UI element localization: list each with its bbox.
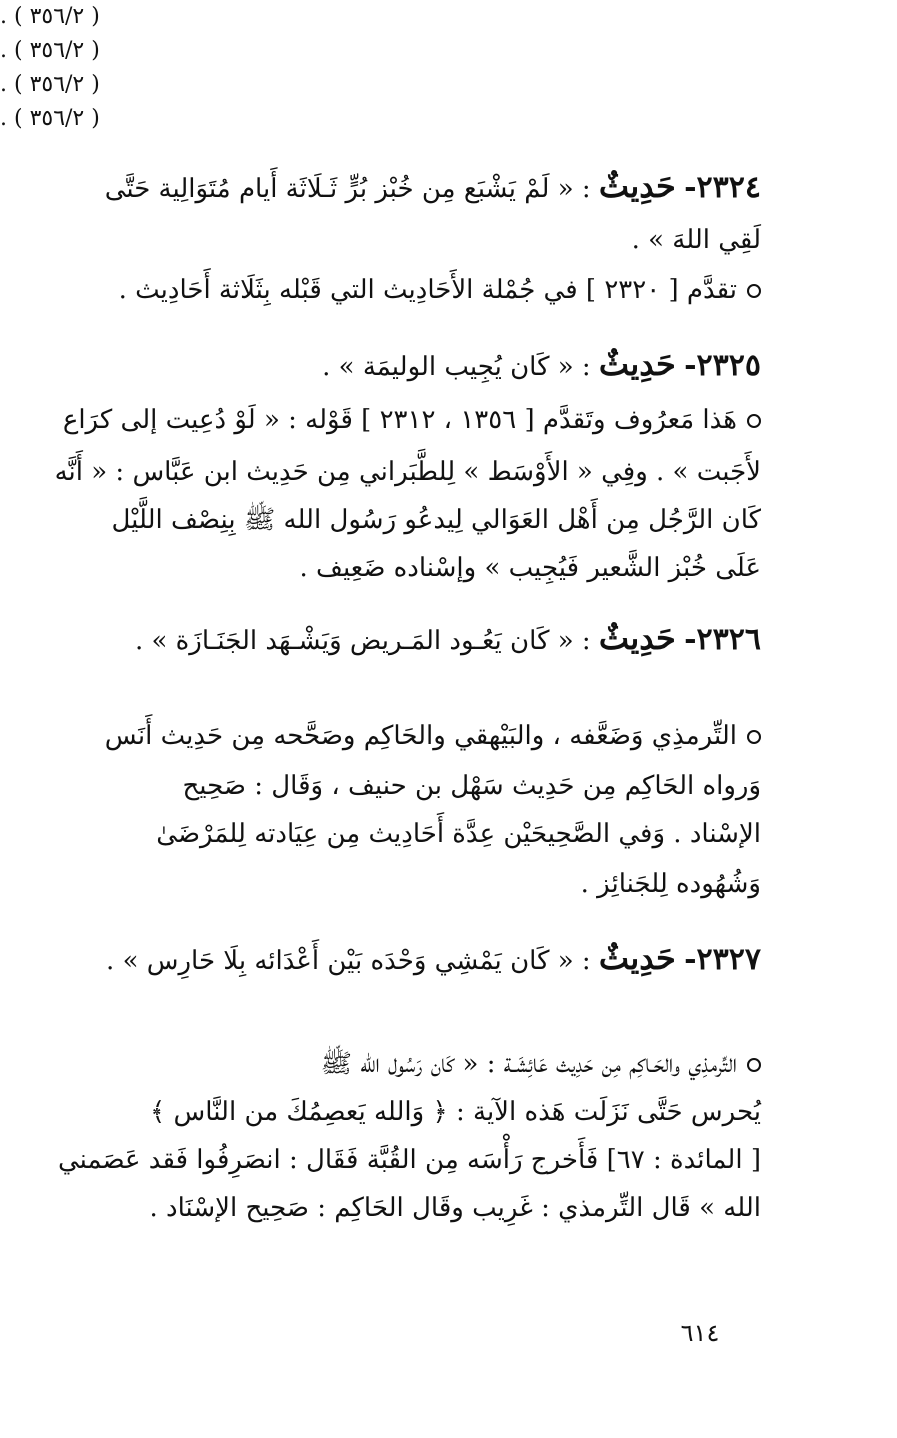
circle-bullet-icon: [747, 284, 761, 298]
takhrij-note: [55, 716, 761, 756]
volume-page-reference: . ( ٣٥٦/٢ ): [0, 38, 100, 63]
circle-bullet-icon: [747, 730, 761, 744]
hadith-text: : « كَان يُجِيب الوليمَة » .: [322, 352, 591, 382]
takhrij-note-line: الله » قَال التِّرمذي : غَرِيب وقَال الحَاكِم : صَحِيح الإسْنَاد .: [149, 1193, 761, 1223]
hadith-heading-2324: [105, 166, 761, 209]
takhrij-note-text: هَذا مَعرُوف وتَقدَّم [ ١٣٥٦ ، ٢٣١٢ ] قَوْله : « لَوْ دُعِيت إلى كرَاع: [62, 405, 737, 435]
page-number: ٦١٤: [680, 1319, 720, 1347]
takhrij-note-text: التِّرمذِي وَضَعَّفه ، والبَيْهقي والحَاكِم وصَحَّحه مِن حَدِيث أَنَس: [104, 721, 737, 751]
hadith-label: حَدِيثٌ: [598, 167, 676, 205]
takhrij-note-line: كَان الرَّجُل مِن أَهْل العَوَالي لِيدعُو رَسُول الله ﷺ بِنِصْف اللَّيْل: [111, 505, 761, 535]
volume-page-reference: . ( ٣٥٦/٢ ): [0, 72, 100, 97]
takhrij-note: [55, 400, 761, 440]
hadith-number: ٢٣٢٤-: [684, 170, 761, 205]
takhrij-note-line: وَرواه الحَاكِم مِن حَدِيث سَهْل بن حنيف ، وَقَال : صَحِيح: [182, 771, 761, 801]
circle-bullet-icon: [747, 414, 761, 428]
takhrij-note-line: الإسْناد . وَفي الصَّحِيحَيْن عِدَّة أَحَادِيث مِن عِيَادته لِلمَرْضَىٰ: [156, 819, 761, 849]
takhrij-note-line: يُحرس حَتَّى نَزَلَت هَذه الآية : ﴿ وَالله يَعصِمُكَ من النَّاس ﴾: [150, 1097, 761, 1127]
hadith-number: ٢٣٢٥-: [684, 348, 761, 383]
hadith-text: : « كَان يَعُـود المَـريض وَيَشْـهَد الجَنَـازَة » .: [134, 626, 591, 656]
hadith-number: ٢٣٢٦-: [684, 622, 761, 657]
takhrij-note-line: عَلَى خُبْز الشَّعير فَيُجِيب » وإسْناده ضَعِيف .: [299, 553, 761, 583]
hadith-label: حَدِيثٌ: [598, 345, 676, 383]
hadith-text: : « لَمْ يَشْبَع مِن خُبْز بُرٍّ ثَـلَاثَة أَيام مُتَوَالِية حَتَّى: [104, 174, 591, 204]
takhrij-note-text: تقدَّم [ ٢٣٢٠ ] في جُمْلة الأَحَادِيث التي قَبْله بِثَلَاثة أَحَادِيث .: [118, 275, 737, 305]
hadith-label: حَدِيثٌ: [598, 619, 676, 657]
hadith-heading-2326: [135, 618, 761, 661]
takhrij-note-text: التِّرمذِي والحَـاكِم مِن حَدِيث عَائِشَـة : « كَان رَسُول الله ﷺ: [320, 1049, 737, 1079]
hadith-heading-2325: [322, 344, 761, 387]
hadith-text: : « كَان يَمْشِي وَحْدَه بَيْن أَعْدَائه بِلَا حَارِس » .: [106, 946, 591, 976]
takhrij-note-line: [ المائدة : ٦٧] فَأَخرج رَأْسَه مِن القُبَّة فَقَال : انصَرِفُوا فَقد عَصَمني: [57, 1145, 761, 1175]
hadith-heading-2327: [106, 938, 761, 981]
takhrij-note-line: لأَجَبت » . وفِي « الأَوْسَط » لِلطَّبَراني مِن حَدِيث ابن عَبَّاس : « أَنَّه: [54, 457, 761, 487]
hadith-number: ٢٣٢٧-: [684, 942, 761, 977]
volume-page-reference: . ( ٣٥٦/٢ ): [0, 106, 100, 131]
takhrij-note-line: وَشُهُوده لِلجَنائِز .: [580, 869, 761, 899]
circle-bullet-icon: [747, 1058, 761, 1072]
takhrij-note: [119, 270, 761, 310]
hadith-label: حَدِيثٌ: [598, 939, 676, 977]
volume-page-reference: . ( ٣٥٦/٢ ): [0, 4, 100, 29]
hadith-text-line: لَقِي اللهَ » .: [631, 225, 761, 255]
takhrij-note: [55, 1044, 761, 1084]
